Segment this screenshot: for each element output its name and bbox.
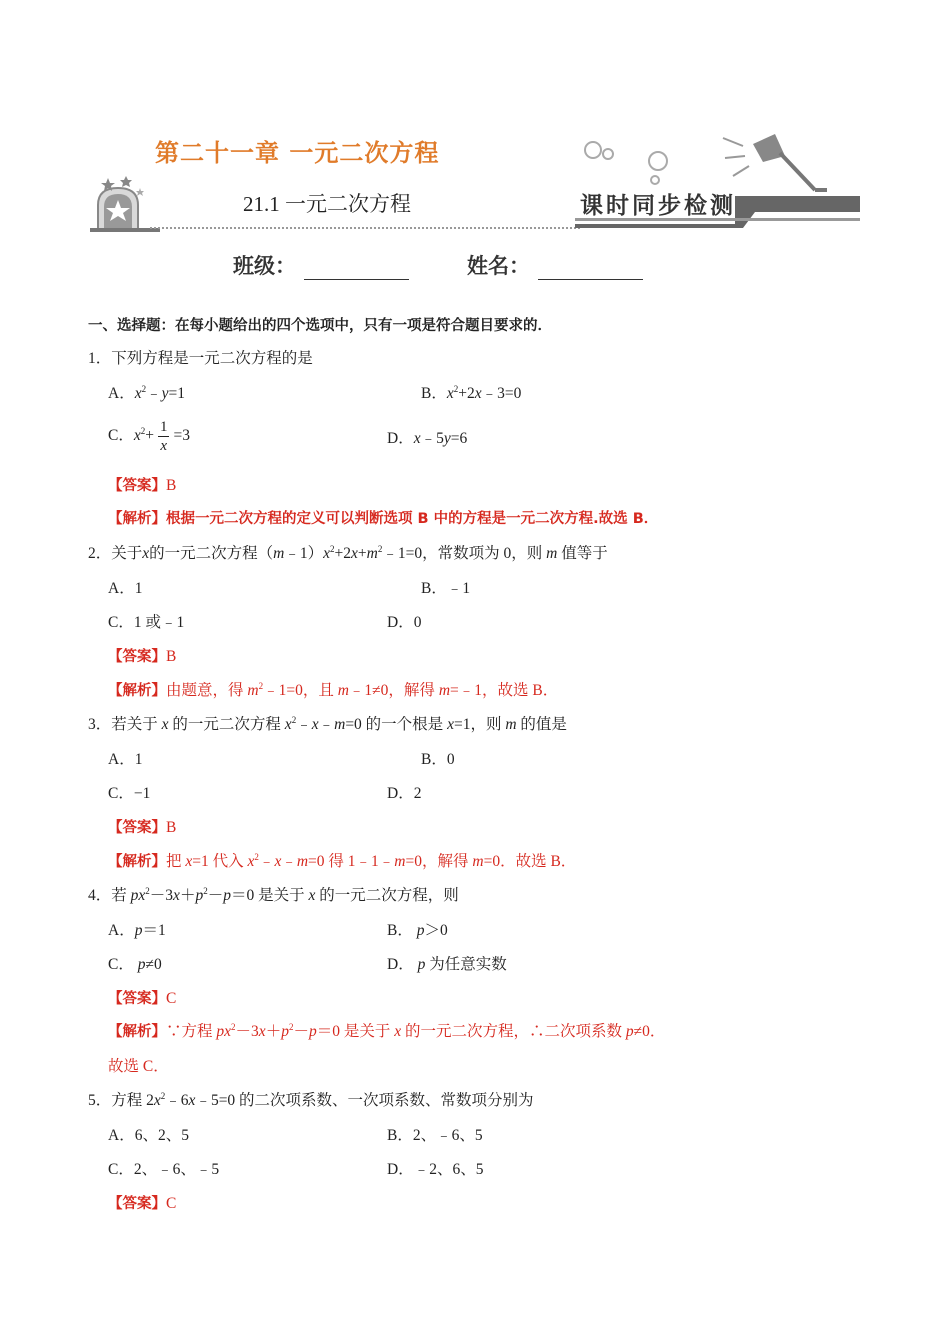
part-title: 一、选择题：在每小题给出的四个选项中，只有一项是符合题目要求的． bbox=[88, 318, 552, 334]
q5-option-a: A．6、2、5 bbox=[108, 1127, 189, 1144]
q4-stem: 4．若 $px^2-3x+p^2-p=0$ 是关于 x 的一元二次方程，则 bbox=[88, 886, 459, 904]
class-field bbox=[233, 250, 409, 280]
q5-stem: 5．方程 $2x^2﹣6x﹣5=0$ 的二次项系数、一次项系数、常数项分别为 bbox=[88, 1091, 534, 1109]
section-title: 21.1 一元二次方程 bbox=[243, 192, 411, 216]
name-field bbox=[467, 250, 643, 280]
q2-answer: 【答案】B bbox=[108, 648, 177, 665]
name-label: 姓名： bbox=[467, 254, 530, 278]
q4-analysis-cont: 故选 C． bbox=[108, 1058, 169, 1075]
name-blank[interactable] bbox=[538, 261, 643, 280]
q1-option-d: D．x﹣5y=6 bbox=[387, 430, 468, 447]
q1-analysis: 【解析】根据一元二次方程的定义可以判断选项 B 中的方程是一元二次方程.故选 B． bbox=[108, 511, 659, 527]
q2-option-c: C．1 或﹣1 bbox=[108, 614, 185, 631]
q3-stem: 3．若关于 x 的一元二次方程 $x^2﹣x﹣m=0$ 的一个根是 x=1，则 m 的值是 bbox=[88, 715, 567, 733]
q3-option-a: A．1 bbox=[108, 751, 143, 768]
q4-answer: 【答案】C bbox=[108, 990, 177, 1007]
q3-option-c: C．−1 bbox=[108, 785, 151, 802]
q1-option-c: C．$x^2+$ $\frac{1}{x}$ =3 bbox=[108, 419, 190, 454]
q3-analysis: 【解析】把 x=1 代入 $x^2﹣x﹣m=0$ 得 1﹣1﹣m=0，解得 m=0．故选 B． bbox=[108, 852, 577, 870]
chapter-title: 第二十一章 一元二次方程 bbox=[155, 139, 440, 167]
q5-option-d: D．﹣2、6、5 bbox=[387, 1161, 484, 1178]
header-divider bbox=[150, 227, 580, 229]
q4-option-a: A．p＝1 bbox=[108, 922, 166, 939]
q2-option-d: D．0 bbox=[387, 614, 422, 631]
q1-answer: 【答案】B bbox=[108, 477, 177, 494]
q2-analysis: 【解析】由题意，得 $m^2﹣1=0$，且 m﹣1≠0，解得 m=﹣1，故选 B． bbox=[108, 681, 559, 699]
q4-option-c: C． p≠0 bbox=[108, 956, 162, 973]
fraction: $\frac{1}{x}$ bbox=[159, 419, 168, 454]
q3-answer: 【答案】B bbox=[108, 819, 177, 836]
q5-option-c: C．2、﹣6、﹣5 bbox=[108, 1161, 220, 1178]
class-blank[interactable] bbox=[304, 261, 409, 280]
star-emblem-icon bbox=[90, 170, 160, 234]
q3-option-b: B．0 bbox=[421, 751, 455, 768]
q4-analysis: 【解析】∵方程 $px^2-3x+p^2-p=0$ 是关于 x 的一元二次方程，∴二次项系数 p≠0． bbox=[108, 1022, 666, 1040]
q5-option-b: B．2、﹣6、5 bbox=[387, 1127, 483, 1144]
q4-option-b: B． p＞0 bbox=[387, 922, 448, 939]
badge-title: 课时同步检测 bbox=[580, 192, 736, 219]
q1-option-b: B．$x^2+2x﹣3=0$ bbox=[421, 384, 522, 402]
class-label: 班级： bbox=[233, 254, 296, 278]
q1-stem: 1．下列方程是一元二次方程的是 bbox=[88, 350, 313, 367]
q2-stem: 2．关于x的一元二次方程$(m﹣1)x^2+2x+m^2﹣1=0$，常数项为 0，则 m 值等于 bbox=[88, 544, 608, 562]
q1-option-a: A．$x^2﹣y=1$ bbox=[108, 384, 185, 402]
q4-option-d: D． p 为任意实数 bbox=[387, 956, 507, 973]
q2-option-b: B．﹣1 bbox=[421, 580, 471, 597]
q3-option-d: D．2 bbox=[387, 785, 422, 802]
q2-option-a: A．1 bbox=[108, 580, 143, 597]
q5-answer: 【答案】C bbox=[108, 1195, 177, 1212]
